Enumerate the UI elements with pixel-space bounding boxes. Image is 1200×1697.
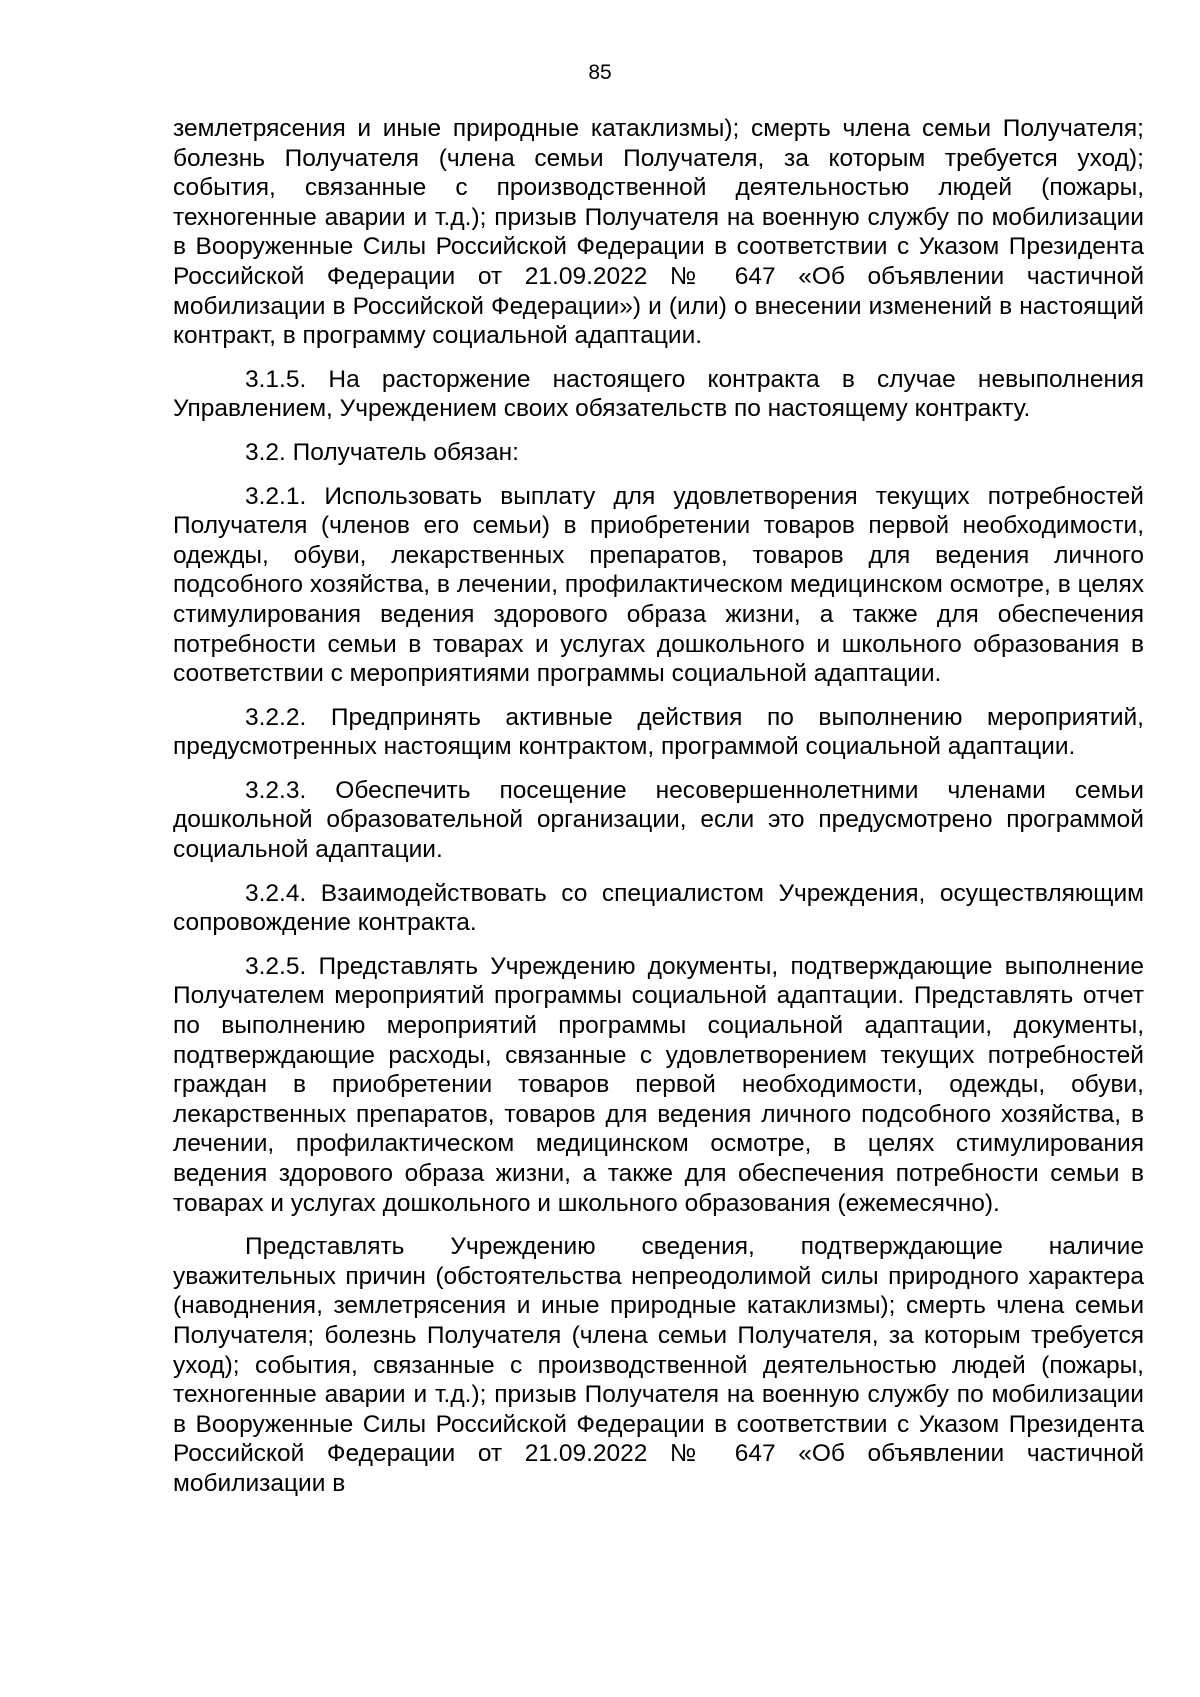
paragraph-3-2-heading: 3.2. Получатель обязан:: [245, 438, 519, 466]
paragraph-3-2-2: 3.2.2. Предпринять активные действия по выполнению мероприятий, предусмотренных настоящим контрактом, программой социальной адаптации.: [173, 703, 1144, 761]
paragraph-3-2-5: 3.2.5. Представлять Учреждению документы, подтверждающие выполнение Получателем мероприятий программы социальной адаптации. Представлять отчет по выполнению мероприятий программы социальной адаптации, документы, подтверждающие расходы, связанные с удовлетворением текущих потребностей граждан в приобретении товаров первой необходимости, одежды, обуви, лекарственных препаратов, товаров для ведения личного подсобного хозяйства, в лечении, профилактическом медицинском осмотре, в целях стимулирования ведения здорового образа жизни, а также для обеспечения потребности семьи в товарах и услугах дошкольного и школьного образования (ежемесячно).: [173, 952, 1144, 1217]
paragraph-reasons: Представлять Учреждению сведения, подтверждающие наличие уважительных причин (обстоятельства непреодолимой силы природного характера (наводнения, землетрясения и иные природные катаклизмы); смерть члена семьи Получателя; болезнь Получателя (члена семьи Получателя, за которым требуется уход); события, связанные с производственной деятельностью людей (пожары, техногенные аварии и т.д.); призыв Получателя на военную службу по мобилизации в Вооруженные Силы Российской Федерации в соответствии с Указом Президента Российской Федерации от 21.09.2022 № 647 «Об объявлении частичной мобилизации в: [173, 1233, 1144, 1497]
paragraph-3-2-3: 3.2.3. Обеспечить посещение несовершеннолетними членами семьи дошкольной образовательной организации, если это предусмотрено программой социальной адаптации.: [173, 776, 1144, 864]
paragraph-continuation: землетрясения и иные природные катаклизмы); смерть члена семьи Получателя; болезнь Получателя (члена семьи Получателя, за которым требуется уход); события, связанные с производственной деятельностью людей (пожары, техногенные аварии и т.д.); призыв Получателя на военную службу по мобилизации в Вооруженные Силы Российской Федерации в соответствии с Указом Президента Российской Федерации от 21.09.2022 № 647 «Об объявлении частичной мобилизации в Российской Федерации») и (или) о внесении изменений в настоящий контракт, в программу социальной адаптации.: [173, 115, 1144, 350]
paragraph-3-1-5: 3.1.5. На расторжение настоящего контракта в случае невыполнения Управлением, Учреждением своих обязательств по настоящему контракту.: [173, 365, 1144, 423]
paragraph-3-2-4: 3.2.4. Взаимодействовать со специалистом Учреждения, осуществляющим сопровождение контракта.: [173, 879, 1144, 937]
paragraph-3-2-1: 3.2.1. Использовать выплату для удовлетворения текущих потребностей Получателя (членов его семьи) в приобретении товаров первой необходимости, одежды, обуви, лекарственных препаратов, товаров для ведения личного подсобного хозяйства, в лечении, профилактическом медицинском осмотре, в целях стимулирования ведения здорового образа жизни, а также для обеспечения потребности семьи в товарах и услугах дошкольного и школьного образования в соответствии с мероприятиями программы социальной адаптации.: [173, 482, 1144, 688]
page-number: 85: [588, 61, 612, 84]
document-body: [173, 114, 1144, 1499]
